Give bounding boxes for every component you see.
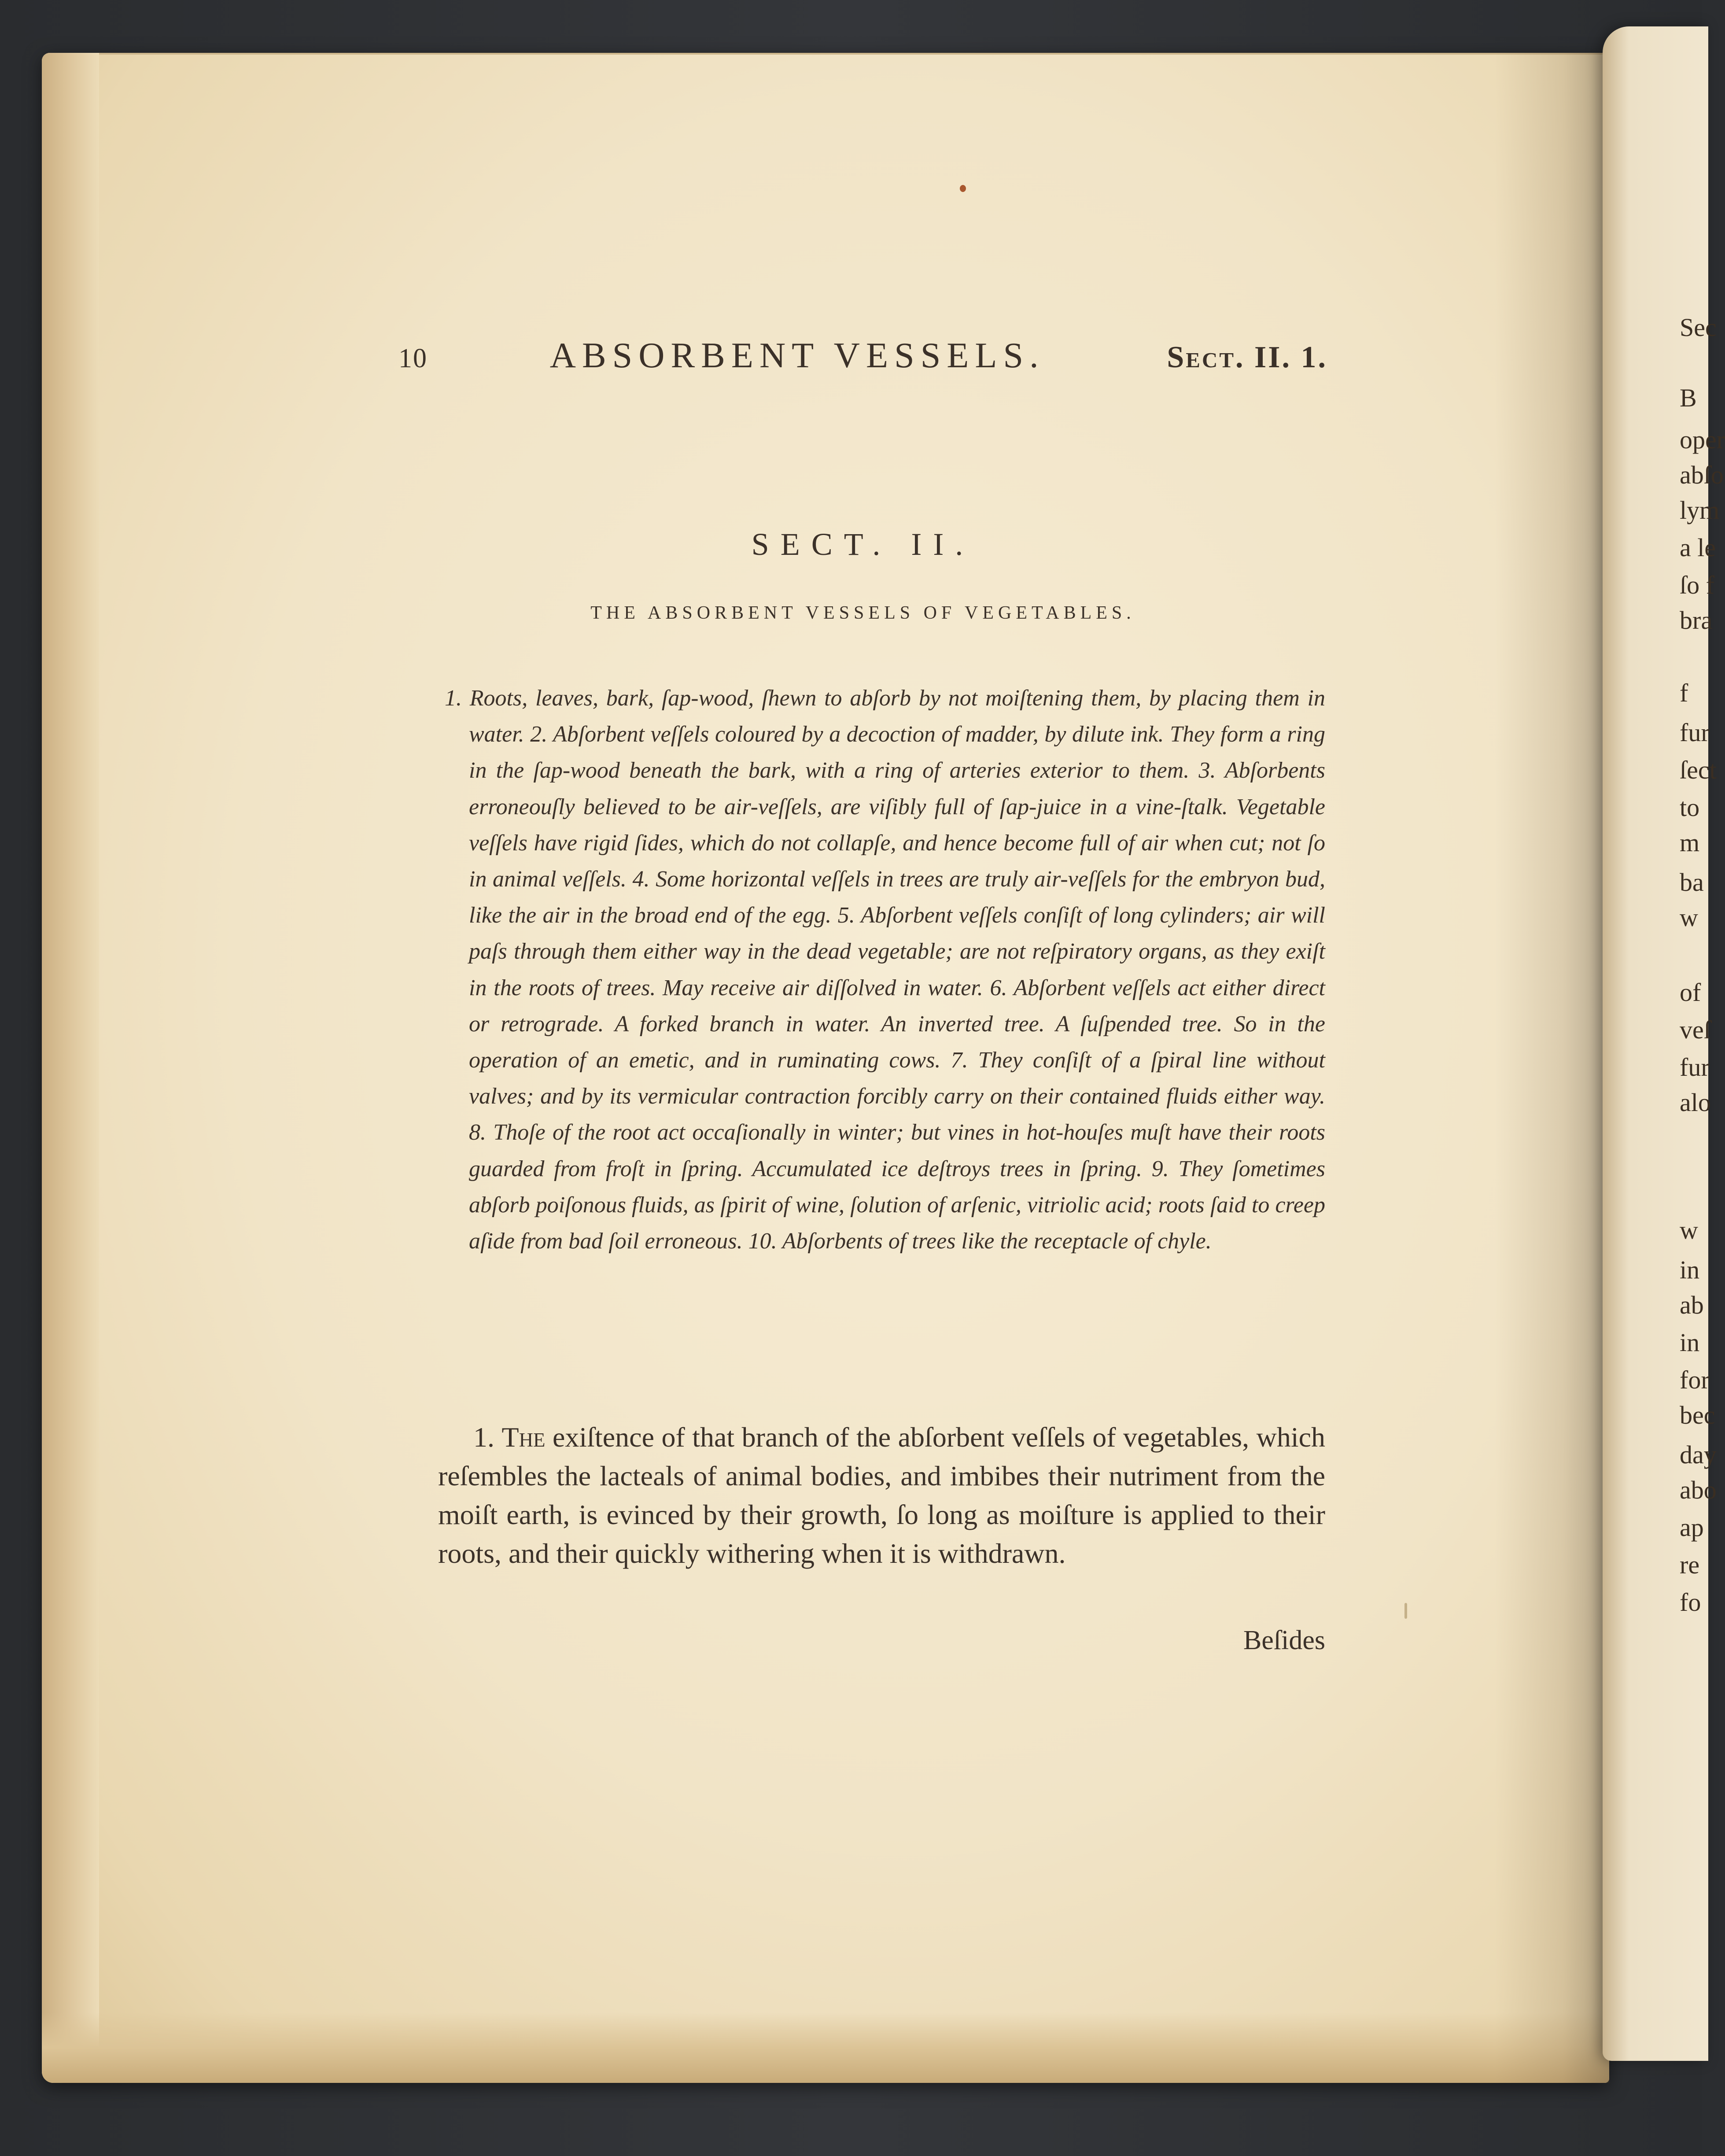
facing-page-fragment: in <box>1680 1255 1700 1284</box>
facing-page-fragment: bec <box>1680 1401 1715 1429</box>
running-header <box>398 335 1327 383</box>
facing-page-fragment: w <box>1680 1216 1698 1244</box>
catchword: Beſides <box>1243 1625 1325 1655</box>
facing-page-fragment: veſ <box>1680 1015 1711 1044</box>
body-paragraph <box>438 1418 1325 1573</box>
facing-page-fragment: ab <box>1680 1291 1704 1319</box>
facing-page-fragment: m <box>1680 828 1700 857</box>
facing-page-fragment: ſo f <box>1680 571 1714 599</box>
facing-page-fragment: day <box>1680 1440 1717 1469</box>
facing-page-fragment: ſect <box>1680 756 1717 784</box>
page-edge-bottom <box>42 2012 1609 2083</box>
facing-page-fragment: ap <box>1680 1513 1704 1542</box>
gutter-shadow <box>1495 53 1609 2083</box>
paragraph-text: exiſtence of that branch of the abſorbent veſſels of vegetables, which reſembles the lacteals of animal bodies, and imbibes their nutriment from the moiſt earth, is evinced by their growth, ſo long as moiſture is applied to their roots, and their quickly withering when it is withdrawn. <box>438 1421 1326 1569</box>
facing-page-fragment: in <box>1680 1328 1700 1357</box>
facing-page-fragment: fo <box>1680 1588 1701 1617</box>
summary-text: 1. Roots, leaves, bark, ſap-wood, ſhewn to abſorb by not moiſtening them, by placing them in water. 2. Abſorbent veſſels coloured by a decoction of madder, by dilute ink. They form a ring in the ſap-wood beneath the bark, with a ring of arteries exterior to them. 3. Abſorbents erroneouſly believed to be air-veſſels, are viſibly full of ſap-juice in a vine-ſtalk. Vegetable veſſels have rigid ſides, which do not collapſe, and hence become full of air when cut; not ſo in animal veſſels. 4. Some horizontal veſſels in trees are truly air-veſſels for the embryon bud, like the air in the broad end of the egg. 5. Abſorbent veſſels conſiſt of long cylinders; air will paſs through them either way in the dead vegetable; are not reſpiratory organs, as they exiſt in the roots of trees. May receive air diſſolved in water. 6. Abſorbent veſſels act either direct or retrograde. A forked branch in water. An inverted tree. A ſuſpended tree. So in the operation of an emetic, and in ruminating cows. 7. They conſiſt of a ſpiral line without valves; and by its vermicular contraction forcibly carry on their contained fluids either way. 8. Thoſe of the root act occaſionally in winter; but vines in hot-houſes muſt have their roots guarded from froſt in ſpring. Accumulated ice deſtroys trees in ſpring. 9. They ſometimes abſorb poiſonous fluids, as ſpirit of wine, ſolution of arſenic, vitriolic acid; roots ſaid to creep aſide from bad ſoil erroneous. 10. Abſorbents of trees like the receptacle of chyle. <box>445 686 1325 1254</box>
paragraph-1 <box>438 1418 1325 1573</box>
paragraph-lead: The <box>501 1421 546 1453</box>
facing-page-fragment: lym <box>1680 496 1720 524</box>
facing-page-fragment: of <box>1680 978 1701 1007</box>
ink-speck <box>1404 1603 1407 1619</box>
section-title: SECT. II. <box>751 527 975 562</box>
facing-page-fragment: Sec <box>1680 313 1717 342</box>
facing-page <box>1603 26 1725 2061</box>
facing-page-fragment: bra <box>1680 606 1713 635</box>
facing-page-fragment: fur <box>1680 1053 1710 1082</box>
facing-page-fragment: abſo <box>1680 461 1724 489</box>
facing-page-fragment: B <box>1680 384 1697 412</box>
section-subtitle: THE ABSORBENT VESSELS OF VEGETABLES. <box>590 603 1135 623</box>
paragraph-number: 1. <box>473 1421 494 1453</box>
facing-page-fragment: alo <box>1680 1088 1711 1117</box>
running-title: ABSORBENT VESSELS. <box>549 335 1045 375</box>
facing-page-fragment: f <box>1680 679 1688 707</box>
facing-page-fragment: a le <box>1680 533 1716 562</box>
running-section: Sect. II. 1. <box>1167 340 1327 374</box>
facing-page-fragment: ba <box>1680 868 1704 897</box>
ink-speck <box>960 185 966 192</box>
facing-page-fragment: w <box>1680 903 1698 932</box>
section-summary <box>445 680 1325 1259</box>
facing-page-fragment: to <box>1680 793 1700 822</box>
page-edge-left <box>42 53 99 2083</box>
facing-page-fragment: fur <box>1680 718 1710 747</box>
facing-page-fragment: abo <box>1680 1476 1717 1504</box>
facing-page-fragment: re <box>1680 1551 1700 1579</box>
facing-page-fragment: for <box>1680 1366 1710 1394</box>
page-number: 10 <box>398 343 428 373</box>
facing-page-fragment: oper <box>1680 425 1725 454</box>
